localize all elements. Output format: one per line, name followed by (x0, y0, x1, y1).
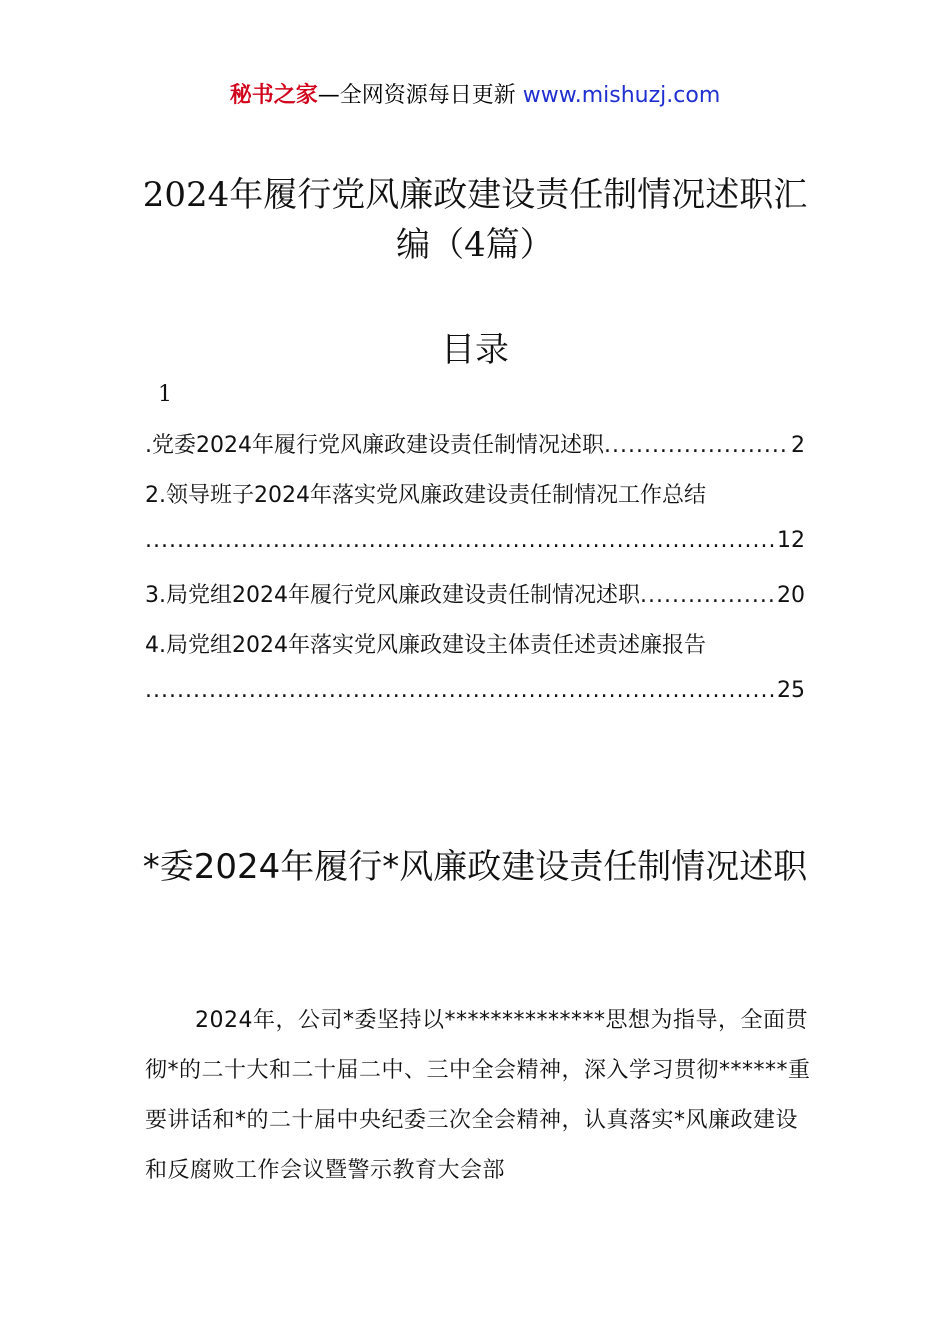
site-header (0, 80, 950, 112)
toc-entry[interactable] (145, 428, 805, 462)
toc-leader-dots (145, 528, 775, 553)
body-paragraph: 2024年，公司*委坚持以**************思想为指导，全面贯彻*的二十大和二十届二中、三中全会精神，深入学习贯彻******重要讲话和*的二十届中央纪委三次全会精神，认真落实*风廉政建设和反腐败工作会议暨警示教育大会部 (145, 1008, 811, 1183)
header-slogan: —全网资源每日更新 (317, 83, 516, 108)
toc-entry[interactable] (145, 478, 805, 512)
toc-heading: 目录 (441, 330, 509, 370)
toc-entry-label: .党委2024年履行党风廉政建设责任制情况述职 (145, 433, 604, 458)
toc-entry-label: 3.局党组2024年履行党风廉政建设责任制情况述职 (145, 583, 640, 608)
toc-entry-page: 20 (777, 583, 805, 608)
toc-entry-continuation[interactable] (145, 678, 805, 712)
section-title: *委2024年履行*风廉政建设责任制情况述职 (142, 847, 808, 887)
toc-first-number: 1 (158, 382, 172, 407)
toc-entry-label: 2.领导班子2024年落实党风廉政建设责任制情况工作总结 (145, 483, 706, 508)
toc-entry[interactable] (145, 578, 805, 612)
toc-leader-dots (604, 433, 789, 458)
toc-entry-page: 25 (777, 678, 805, 703)
site-link[interactable]: www.mishuzj.com (522, 83, 721, 108)
toc-entry-page: 12 (777, 528, 805, 553)
toc-leader-dots (640, 583, 775, 608)
toc-entry-continuation[interactable] (145, 528, 805, 562)
toc-leader-dots (145, 678, 775, 703)
document-title: 2024年履行党风廉政建设责任制情况述职汇编（4篇） (142, 175, 808, 265)
toc-entry-label: 4.局党组2024年落实党风廉政建设主体责任述责述廉报告 (145, 633, 706, 658)
toc-entry-page: 2 (791, 433, 805, 458)
brand-name: 秘书之家 (229, 83, 318, 108)
toc-entry[interactable] (145, 628, 805, 662)
